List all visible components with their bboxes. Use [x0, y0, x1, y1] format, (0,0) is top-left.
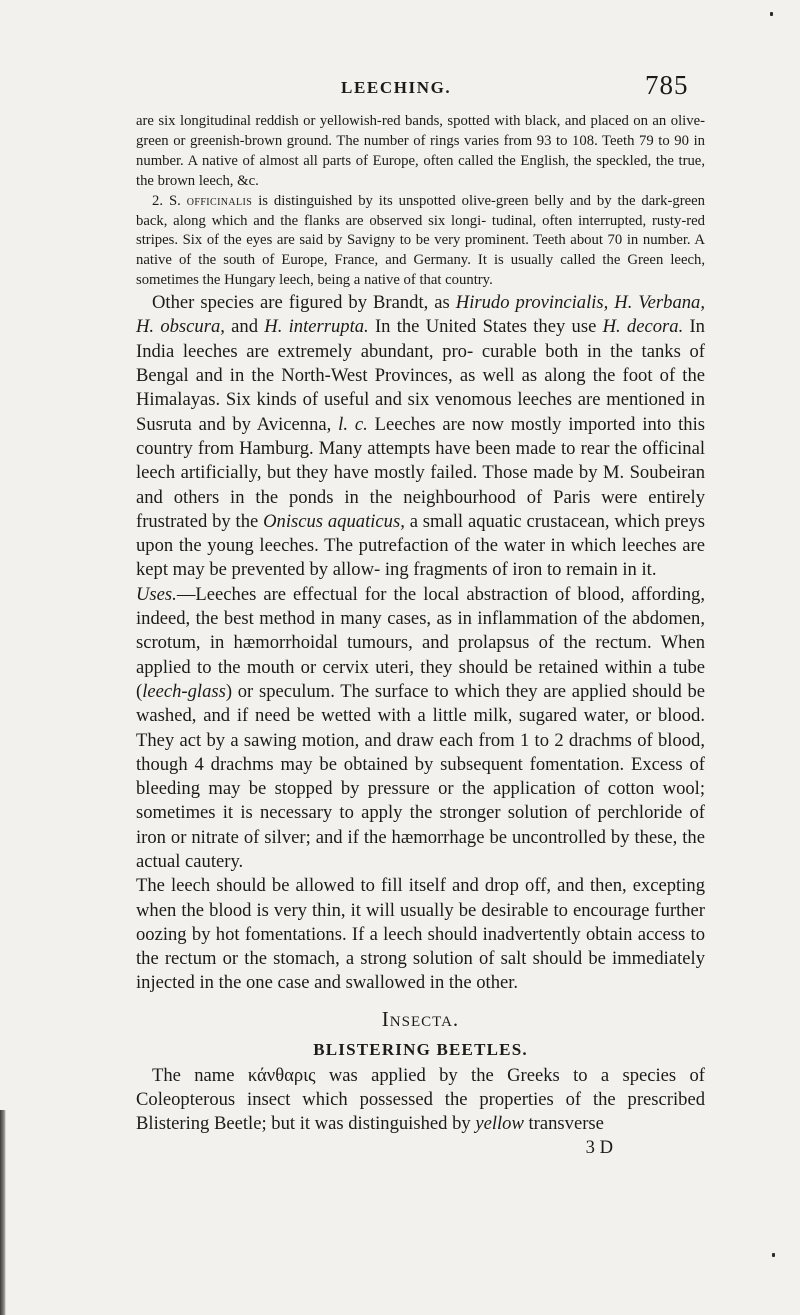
body-text: [136, 112, 705, 1159]
running-title: LEECHING.: [341, 78, 452, 97]
italic-run: Hirudo provincialis, H. Verbana, H. obscura,: [136, 292, 705, 338]
section-heading-insecta: Insecta.: [381, 1006, 460, 1031]
paragraph-uses: [136, 583, 705, 875]
italic-run: H. decora.: [602, 316, 684, 338]
officinalis-lead: 2. S.: [152, 192, 187, 209]
text-run: Other species are figured by Brandt, as: [152, 292, 456, 314]
paragraph-leech-description: are six longitudinal reddish or yellowish-red bands, spotted with black, and placed on an olive-green or greenish-brown ground. The number of rings varies from 93 to 108. Teeth 79 to 90 in number. A native of almost all parts of Europe, often called the English, the speckled, the true, the brown leech, &c.: [136, 113, 705, 189]
text-run: Leeches are now mostly imported into this country from Hamburg. Many attempts have been made to rear the officinal leech artificially, but they have mostly failed. Those made by M. Soubeiran and others in the ponds in the neighbourhood of Paris were entirely frustrated by the: [136, 413, 705, 532]
scan-speck: [772, 1253, 775, 1257]
text-run: In the United States they use: [368, 316, 603, 338]
text-run: a small aquatic crustacean, which preys upon the young leeches. The putrefaction of the water in which leeches are kept may be prevented by allow- ing fragments of iron to remain in it.: [136, 510, 705, 581]
italic-run: yellow: [475, 1113, 524, 1135]
paragraph-cantharis: [136, 1064, 705, 1137]
paragraph-leech-removal: The leech should be allowed to fill itself and drop off, and then, excepting when the blood is very thin, it will usually be desirable to encourage further oozing by hot fomentations. If a leech should inadvertently obtain access to the rectum or the stomach, a strong solution of salt should be immediately injected in the one case and swallowed in the other.: [136, 875, 705, 994]
uses-label: Uses.: [136, 583, 177, 605]
page-number: 785: [645, 70, 689, 100]
text-run: —Leeches are effectual for the local abstraction of blood, affording, indeed, the best method in many cases, as in inflammation of the abdomen, scrotum, in hæmorrhoidal tumours, and prolapsus of the rectum. When applied to the mouth or cervix uteri, they should be retained within a tube (: [136, 583, 705, 702]
text-run: and: [224, 316, 265, 338]
scan-speck: [770, 12, 773, 16]
italic-run: l. c.: [338, 413, 368, 435]
running-head: [0, 72, 800, 106]
text-run: The name: [152, 1064, 248, 1086]
italic-run: H. interrupta.: [264, 316, 369, 338]
paragraph-officinalis: [136, 192, 705, 292]
section-heading-blistering-beetles: BLISTERING BEETLES.: [313, 1039, 528, 1059]
scan-edge-shadow: [0, 1110, 6, 1315]
text-run: ) or speculum. The surface to which they are applied should be washed, and if need be wetted with a little milk, sugared water, or blood. They act by a sawing motion, and draw each from 1 to 2 drachms of blood, though 4 drachms may be obtained by subsequent fomentation. Excess of bleeding may be stopped by pressure or the application of cotton wool; sometimes it is necessary to apply the stronger solution of perchloride of iron or nitrate of silver; and if the hæmorrhage be uncontrolled by these, the actual cautery.: [136, 680, 705, 872]
text-run: was applied by the Greeks to a species of Coleopterous insect which possessed the properties of the prescribed Blistering Beetle; but it was distinguished by: [136, 1064, 705, 1135]
paragraph-other-species: [136, 291, 705, 583]
signature-mark: 3 D: [585, 1136, 613, 1158]
text-run: In India leeches are extremely abundant, pro- curable both in the tanks of Bengal and in the North-West Provinces, as well as along the foot of the Himalayas. Six kinds of useful and six venomous leeches are mentioned in Susruta and by Avicenna,: [136, 316, 705, 435]
officinalis-text: is distinguished by its unspotted olive-green belly and by the dark-green back, along which and the flanks are observed six longi- tudinal, often interrupted, rusty-red stripes. Six of the eyes are said by Savigny to be very prominent. Teeth about 70 in number. A native of the south of Europe, France, and Germany. It is usually called the Green leech, sometimes the Hungary leech, being a native of that country.: [136, 192, 706, 289]
greek-word: κάνθαρις: [247, 1064, 316, 1086]
text-run: transverse: [523, 1113, 604, 1135]
italic-run: Oniscus aquaticus,: [263, 510, 405, 532]
officinalis-name: officinalis: [186, 192, 253, 209]
italic-run: leech-glass: [142, 680, 226, 702]
